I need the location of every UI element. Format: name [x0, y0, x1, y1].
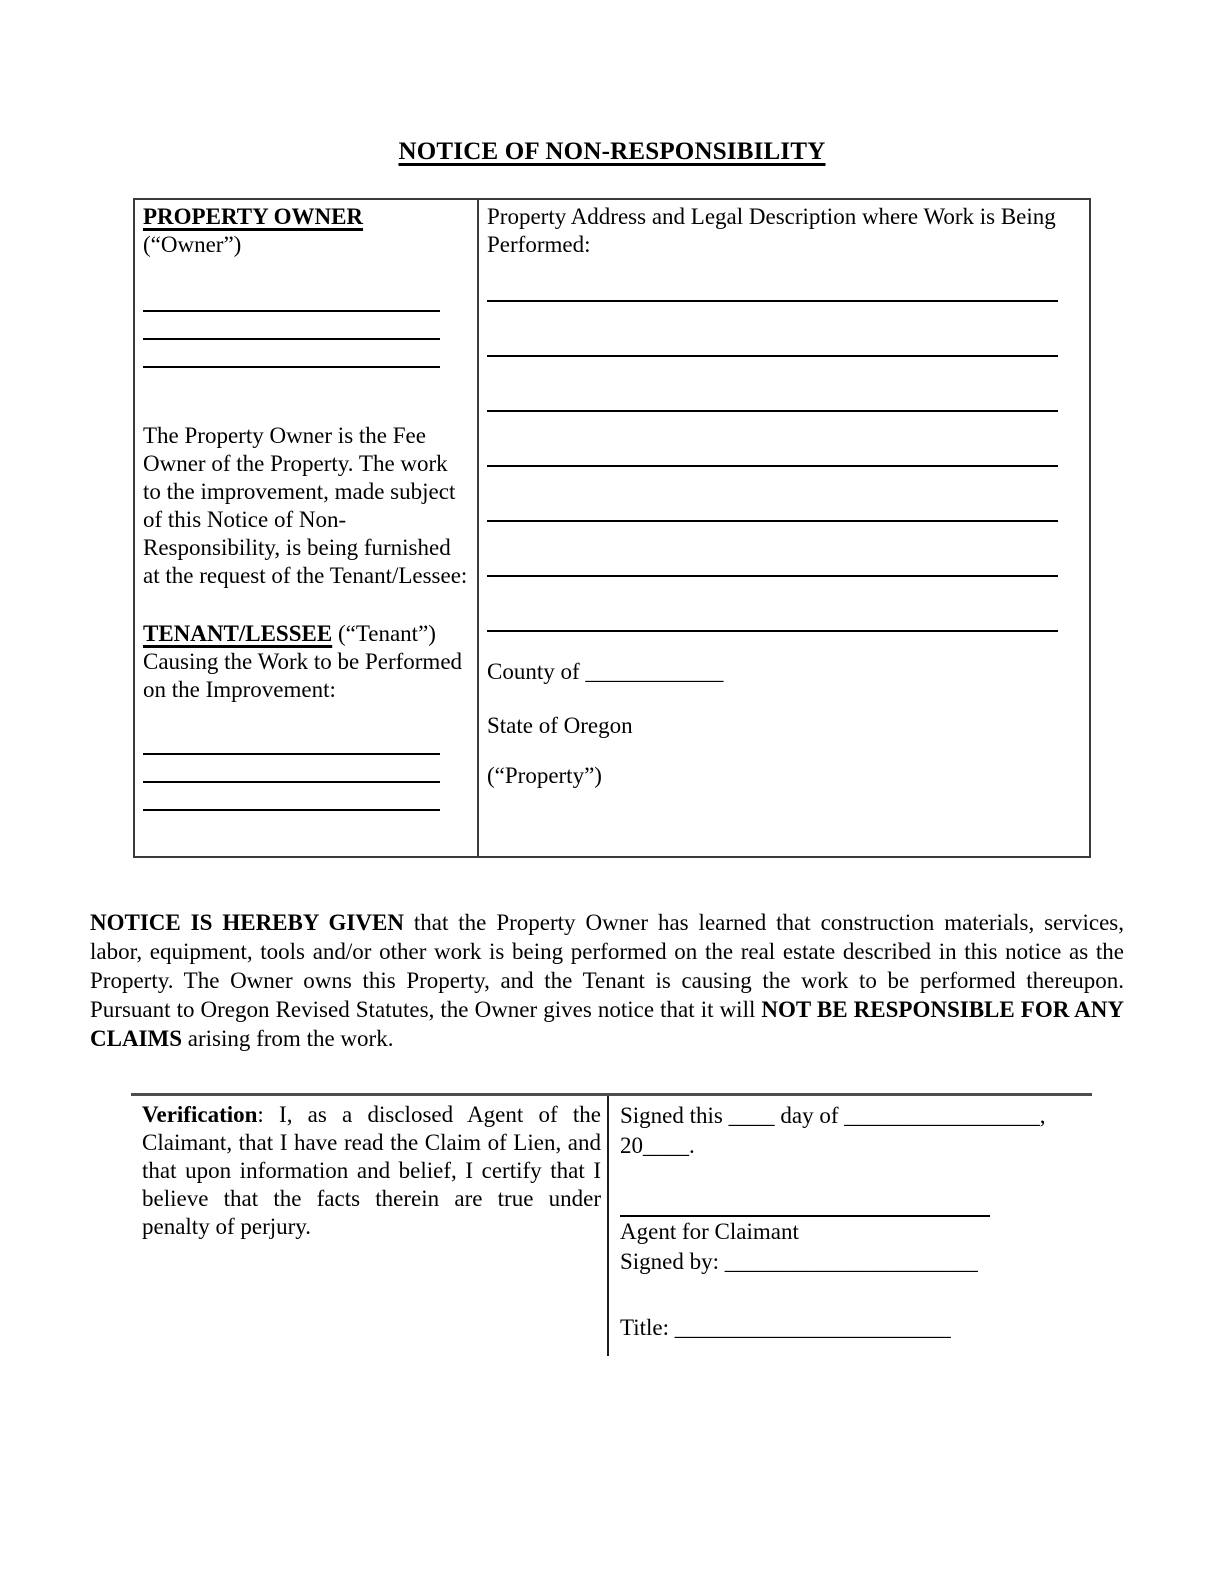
notice-body-1: that the Property Owner has learned that construction materials, services, labor, equipment, tools and/or other work is being performed on the real estate described in this notice as the Property. The Owner owns this Property, and the Tenant is causing the work to be performed thereupon. Pursuant to Oregon Revised Statutes, the Owner gives notice that it will — [90, 910, 1124, 1022]
verification-body: : I, as a disclosed Agent of the Claimant, that I have read the Claim of Lien, and that upon information and belief, I certify that I believe that the facts therein are true under penalty of perjury. — [142, 1102, 601, 1239]
address-blank-line-2[interactable] — [487, 302, 1058, 357]
tenant-lessee-heading-block — [143, 620, 469, 704]
address-blanks — [487, 259, 1058, 632]
verification-signature-block — [620, 1101, 1098, 1343]
tenant-blank-line-3[interactable] — [143, 783, 440, 811]
notice-bold-claims: NOT BE RESPONSIBLE FOR ANY CLAIMS — [90, 997, 1124, 1051]
state-line: State of Oregon — [487, 713, 633, 738]
owner-blank-line-1[interactable] — [143, 284, 440, 312]
owner-blank-line-2[interactable] — [143, 312, 440, 340]
address-blank-line-5[interactable] — [487, 467, 1058, 522]
signed-year-line[interactable]: 20____. — [620, 1133, 695, 1158]
notice-paragraph — [90, 908, 1124, 1053]
address-blank-line-7[interactable] — [487, 577, 1058, 632]
property-owner-heading: PROPERTY OWNER — [143, 204, 364, 229]
owner-paren-label: (“Owner”) — [143, 232, 242, 257]
title-line[interactable]: Title: ________________________ — [620, 1315, 951, 1340]
signed-by-line[interactable]: Signed by: ______________________ — [620, 1249, 978, 1274]
document-title: NOTICE OF NON-RESPONSIBILITY — [398, 138, 826, 165]
tenant-blank-line-2[interactable] — [143, 755, 440, 783]
agent-for-claimant-label: Agent for Claimant — [620, 1219, 799, 1244]
signed-date-line[interactable]: Signed this ____ day of _________________, — [620, 1103, 1046, 1128]
verification-bold-label: Verification — [142, 1102, 258, 1127]
tenant-name-blanks — [143, 727, 440, 811]
address-blank-line-4[interactable] — [487, 412, 1058, 467]
address-blank-line-3[interactable] — [487, 357, 1058, 412]
parties-property-table — [133, 198, 1091, 858]
verification-text — [142, 1101, 601, 1241]
county-line: County of ____________ — [487, 659, 724, 684]
address-blank-line-1[interactable] — [487, 259, 1058, 302]
address-blank-line-6[interactable] — [487, 522, 1058, 577]
property-address-cell — [479, 200, 1089, 856]
property-address-heading: Property Address and Legal Description where Work is Being Performed: — [487, 204, 1056, 257]
property-owner-heading-row — [143, 203, 469, 231]
notice-body-2: arising from the work. — [182, 1026, 394, 1051]
agent-signature-line[interactable] — [620, 1161, 990, 1217]
tenant-lessee-caption: (“Tenant”) Causing the Work to be Performed on the Improvement: — [143, 621, 463, 702]
verification-top-rule — [131, 1093, 1092, 1096]
notice-bold-intro: NOTICE IS HEREBY GIVEN — [90, 910, 404, 935]
tenant-blank-line-1[interactable] — [143, 727, 440, 755]
owner-blank-line-3[interactable] — [143, 340, 440, 368]
fee-owner-paragraph: The Property Owner is the Fee Owner of the Property. The work to the improvement, made subject of this Notice of Non-Responsibility, is being furnished at the request of the Tenant/Lessee: — [143, 423, 468, 588]
property-paren-label: (“Property”) — [487, 763, 602, 788]
property-owner-cell — [135, 200, 479, 856]
verification-column-divider — [607, 1096, 609, 1356]
tenant-lessee-heading: TENANT/LESSEE — [143, 621, 333, 646]
owner-name-blanks — [143, 284, 440, 368]
